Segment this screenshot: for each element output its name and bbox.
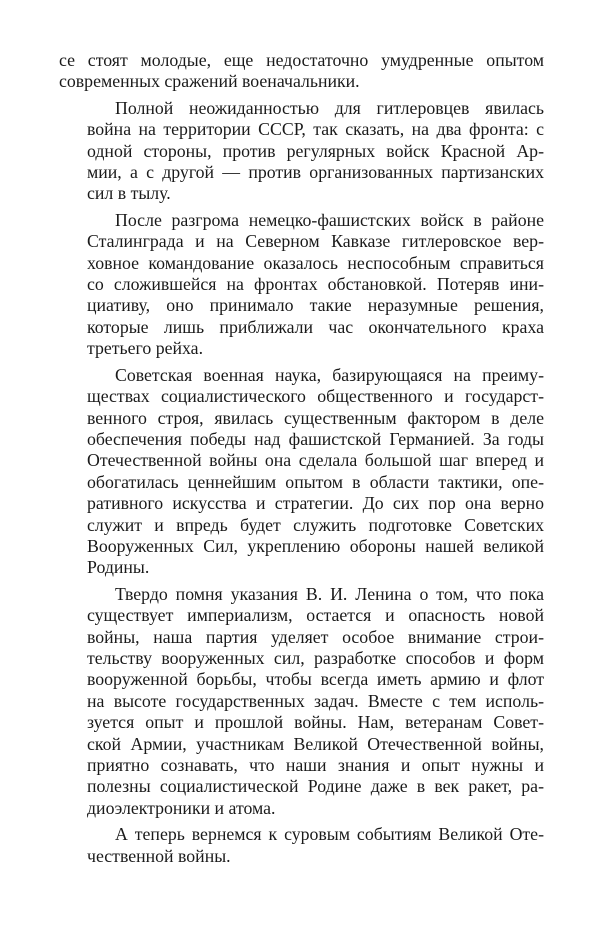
page-body [59, 50, 544, 867]
text-line: сил в тылу. [87, 183, 171, 204]
text-line: войны, наша партия уделяет особое внимание строи- [87, 626, 544, 647]
text-line: Вооруженных Сил, укреплению обороны нашей великой [87, 535, 544, 556]
text-line: вооруженной борьбы, чтобы всегда иметь армию и флот [87, 669, 544, 690]
paragraph [59, 98, 544, 205]
text-line: циативу, оно принимало такие неразумные решения, [87, 295, 544, 316]
text-line: которые лишь приближали час окончательного краха [87, 316, 544, 337]
paragraph [59, 824, 544, 867]
paragraph [59, 584, 544, 819]
text-line: ской Армии, участникам Великой Отечественной войны, [87, 733, 544, 754]
text-line: обеспечения победы над фашистской Германией. За годы [87, 428, 544, 449]
text-line: обогатилась ценнейшим опытом в области тактики, опе- [87, 471, 544, 492]
text-line: третьего рейха. [87, 338, 204, 359]
text-line: А теперь вернемся к суровым событиям Великой Оте- [115, 824, 544, 845]
text-line: Отечественной войны она сделала большой шаг вперед и [87, 450, 544, 471]
text-line: одной стороны, против регулярных войск Красной Ар- [87, 140, 544, 161]
text-line: чественной войны. [87, 845, 231, 866]
text-line: венного строя, явилась существенным фактором в деле [87, 407, 544, 428]
text-line: ществах социалистического общественного и государст- [87, 386, 544, 407]
text-line: Сталинграда и на Северном Кавказе гитлеровское вер- [87, 231, 544, 252]
text-line: После разгрома немецко-фашистских войск в районе [115, 209, 544, 230]
text-line: существует империализм, остается и опасность новой [87, 605, 544, 626]
text-line: зуется опыт и прошлой войны. Нам, ветеранам Совет- [87, 712, 544, 733]
text-line: война на территории СССР, так сказать, на два фронта: с [87, 119, 544, 140]
text-line: служит и впредь будет служить подготовке Советских [87, 514, 544, 535]
text-line: тельству вооруженных сил, разработке способов и форм [87, 647, 544, 668]
paragraph [59, 50, 544, 93]
text-line: на высоте государственных задач. Вместе с тем исполь- [87, 690, 544, 711]
text-line: диоэлектроники и атома. [87, 797, 276, 818]
text-line: се стоят молодые, еще недостаточно умудренные опытом [59, 50, 544, 70]
paragraph [59, 365, 544, 579]
text-line: Советская военная наука, базирующаяся на преиму- [115, 364, 544, 385]
text-line: Полной неожиданностью для гитлеровцев явилась [115, 97, 544, 118]
text-line: современных сражений военачальники. [59, 71, 360, 92]
text-line: со сложившейся на фронтах обстановкой. Потеряв ини- [87, 274, 544, 295]
text-line: мии, а с другой — против организованных партизанских [87, 162, 544, 183]
text-line: Твердо помня указания В. И. Ленина о том, что пока [115, 583, 544, 604]
text-line: Родины. [87, 557, 150, 578]
text-line: приятно сознавать, что наши знания и опыт нужны и [87, 755, 544, 775]
text-line: ративного искусства и стратегии. До сих пор она верно [87, 493, 544, 514]
text-line: полезны социалистической Родине даже в век ракет, ра- [87, 776, 544, 797]
paragraph [59, 210, 544, 360]
text-line: ховное командование оказалось неспособным справиться [87, 252, 544, 273]
